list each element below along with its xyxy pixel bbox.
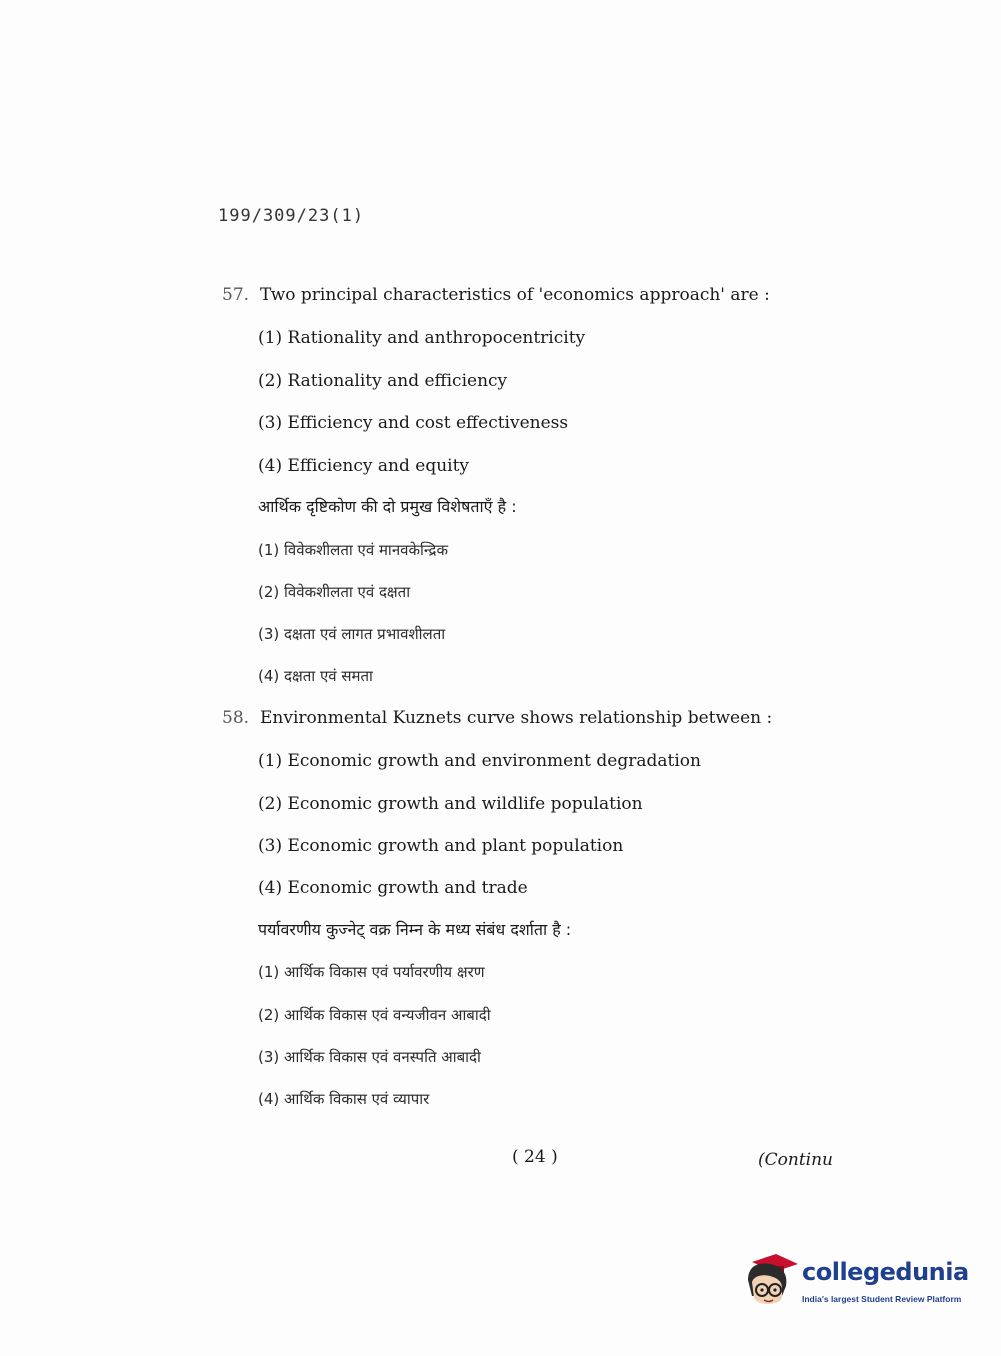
option-hi-2: (2) विवेकशीलता एवं दक्षता xyxy=(258,583,411,601)
collegedunia-logo xyxy=(742,1252,972,1312)
paper-code: 199/309/23(1) xyxy=(218,206,365,226)
question-number: 57. xyxy=(222,285,250,305)
question-stem-en xyxy=(222,706,782,730)
question-text: Environmental Kuznets curve shows relationship between : xyxy=(260,708,773,728)
option-en-4: (4) Efficiency and equity xyxy=(258,456,470,476)
option-en-3: (3) Economic growth and plant population xyxy=(258,836,624,856)
option-en-2: (2) Rationality and efficiency xyxy=(258,371,508,391)
question-stem-en xyxy=(222,283,782,307)
option-hi-1: (1) आर्थिक विकास एवं पर्यावरणीय क्षरण xyxy=(258,963,485,981)
page-number: ( 24 ) xyxy=(512,1147,558,1167)
mascot-icon xyxy=(742,1252,798,1310)
option-hi-1: (1) विवेकशीलता एवं मानवकेन्द्रिक xyxy=(258,541,449,559)
option-en-3: (3) Efficiency and cost effectiveness xyxy=(258,413,569,433)
logo-tagline: India's largest Student Review Platform xyxy=(802,1294,962,1304)
option-en-2: (2) Economic growth and wildlife population xyxy=(258,794,643,814)
option-en-1: (1) Rationality and anthropocentricity xyxy=(258,328,586,348)
question-stem-hi: पर्यावरणीय कुज्नेट् वक्र निम्न के मध्य संबंध दर्शाता है : xyxy=(258,920,572,939)
option-hi-3: (3) दक्षता एवं लागत प्रभावशीलता xyxy=(258,625,446,643)
question-stem-hi: आर्थिक दृष्टिकोण की दो प्रमुख विशेषताएँ है : xyxy=(258,497,517,516)
question-number: 58. xyxy=(222,708,250,728)
option-hi-3: (3) आर्थिक विकास एवं वनस्पति आबादी xyxy=(258,1048,481,1066)
option-hi-4: (4) आर्थिक विकास एवं व्यापार xyxy=(258,1090,430,1108)
question-text: Two principal characteristics of 'economics approach' are : xyxy=(260,285,770,305)
question-58 xyxy=(222,706,782,1108)
logo-name: collegedunia xyxy=(802,1258,969,1286)
continue-label: (Continu xyxy=(758,1150,833,1170)
option-hi-4: (4) दक्षता एवं समता xyxy=(258,667,373,685)
option-en-4: (4) Economic growth and trade xyxy=(258,878,528,898)
option-hi-2: (2) आर्थिक विकास एवं वन्यजीवन आबादी xyxy=(258,1006,491,1024)
question-57 xyxy=(222,283,782,685)
option-en-1: (1) Economic growth and environment degradation xyxy=(258,751,701,771)
